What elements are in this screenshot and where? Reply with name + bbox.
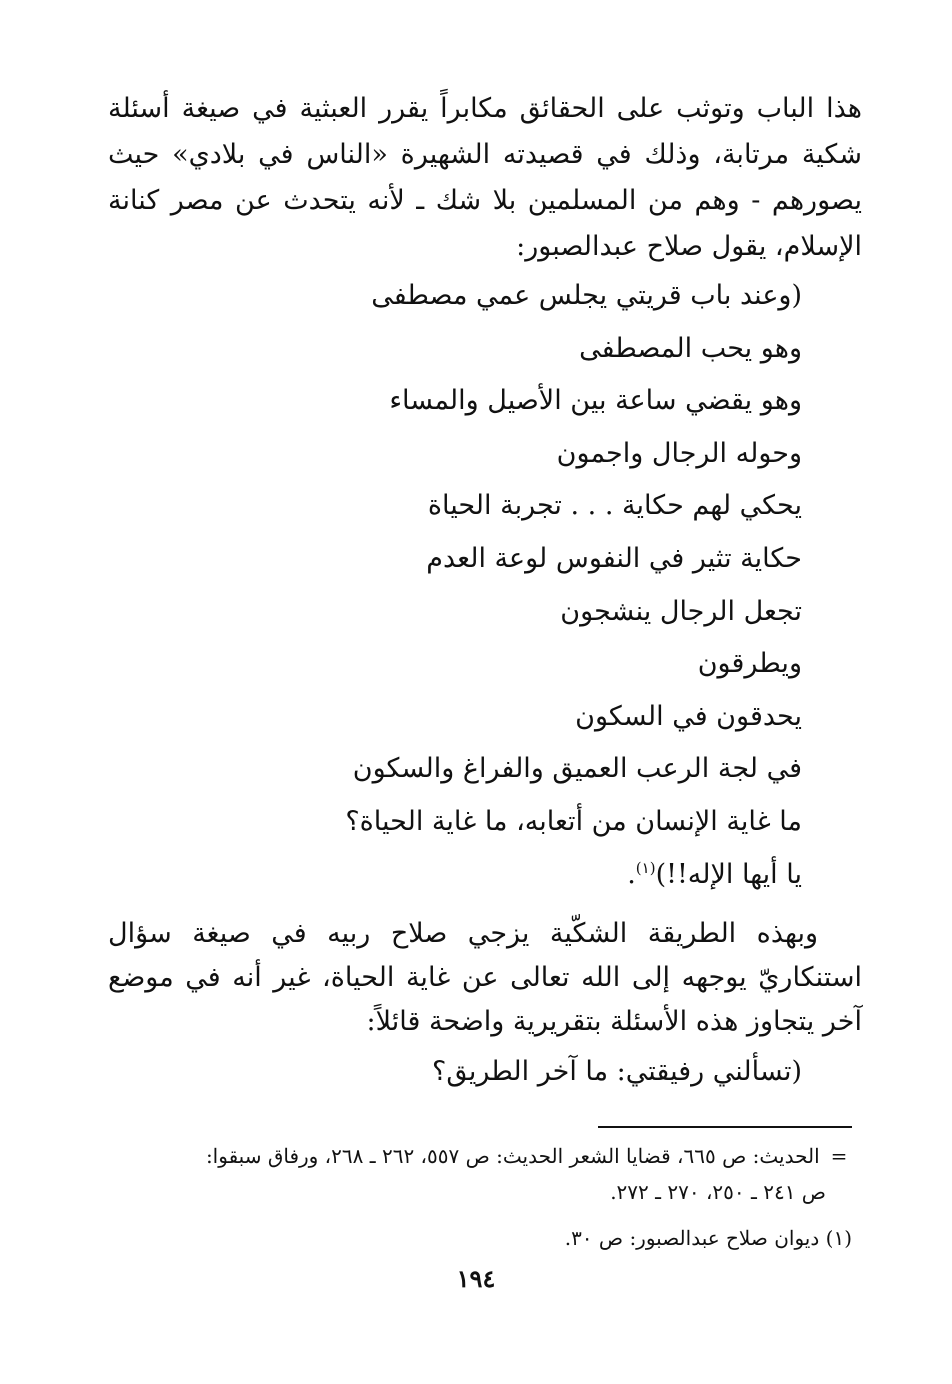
commentary-paragraph [108, 912, 862, 1044]
commentary-line: وبهذه الطريقة الشكّية يزجي صلاح ربيه في صيغة سؤال استنكاريّ [108, 918, 862, 993]
verse-end-period: . [627, 858, 636, 890]
commentary-line: الأسئلة بتقريرية واضحة قائلاً: [366, 1006, 688, 1037]
intro-paragraph [108, 86, 862, 270]
poem-verse: في لجة الرعب العميق والفراغ والسكون [352, 753, 802, 785]
poem-verse: وحوله الرجال واجمون [556, 437, 802, 469]
intro-line: من المسلمين بلا شك ـ لأنه يتحدث عن مصر كنانة الإسلام، يقول صلاح [108, 185, 862, 262]
poem-verse: ويطرقون [697, 648, 802, 680]
poem-quotation [150, 270, 802, 901]
poem-verse: (وعند باب قريتي يجلس عمي مصطفى [371, 280, 802, 311]
poem-verse: حكاية تثير في النفوس لوعة العدم [426, 542, 802, 574]
poem-verse: يحدقون في السكون [575, 700, 802, 732]
poem-verse: (تسألني رفيقتي: ما آخر الطريق؟ [432, 1056, 802, 1087]
poem-last-verse [150, 849, 802, 902]
poem-verse: يحكي لهم حكاية . . . تجربة الحياة [427, 490, 802, 522]
footnote-text: ديوان صلاح عبدالصبور: ص ٣٠. [564, 1226, 820, 1250]
poem-verse: وهو يحب المصطفى [579, 332, 802, 364]
poem-verse: يا أيها الإله!!) [655, 858, 802, 890]
footnote-1 [108, 1220, 852, 1256]
continuation-mark: = [830, 1144, 848, 1168]
intro-line: مرتابة، وذلك في قصيدته الشهيرة «الناس في بلادي» حيث يصورهم - وهم [108, 139, 862, 216]
poem-verse: ما غاية الإنسان من أتعابه، ما غاية الحياة؟ [345, 805, 802, 837]
intro-line: عبدالصبور: [516, 231, 638, 262]
page-number: ١٩٤ [456, 1264, 496, 1293]
second-poem-quotation [150, 1049, 802, 1095]
footnote-separator [598, 1126, 852, 1128]
footnote-number: (١) [825, 1226, 852, 1250]
footnote-continued-line: ص ٢٤١ ـ ٢٥٠، ٢٧٠ ـ ٢٧٢. [610, 1180, 826, 1204]
commentary-line: يوجهه إلى الله تعالى عن غاية الحياة، غير أنه في موضع آخر يتجاوز هذه [108, 962, 862, 1037]
footnote-reference: (١) [635, 858, 656, 877]
intro-line: هذا الباب وتوثب على الحقائق مكابراً يقرر العبثية في صيغة أسئلة شكية [108, 93, 862, 170]
poem-verse: وهو يقضي ساعة بين الأصيل والمساء [389, 385, 802, 417]
footnotes [108, 1138, 852, 1256]
footnote-continued [108, 1138, 852, 1174]
footnote-text: الحديث: ص ٦٦٥، قضايا الشعر الحديث: ص ٥٥٧، ٢٦٢ ـ ٢٦٨، ورفاق سبقوا: [205, 1144, 820, 1168]
poem-verse: تجعل الرجال ينشجون [560, 595, 802, 627]
